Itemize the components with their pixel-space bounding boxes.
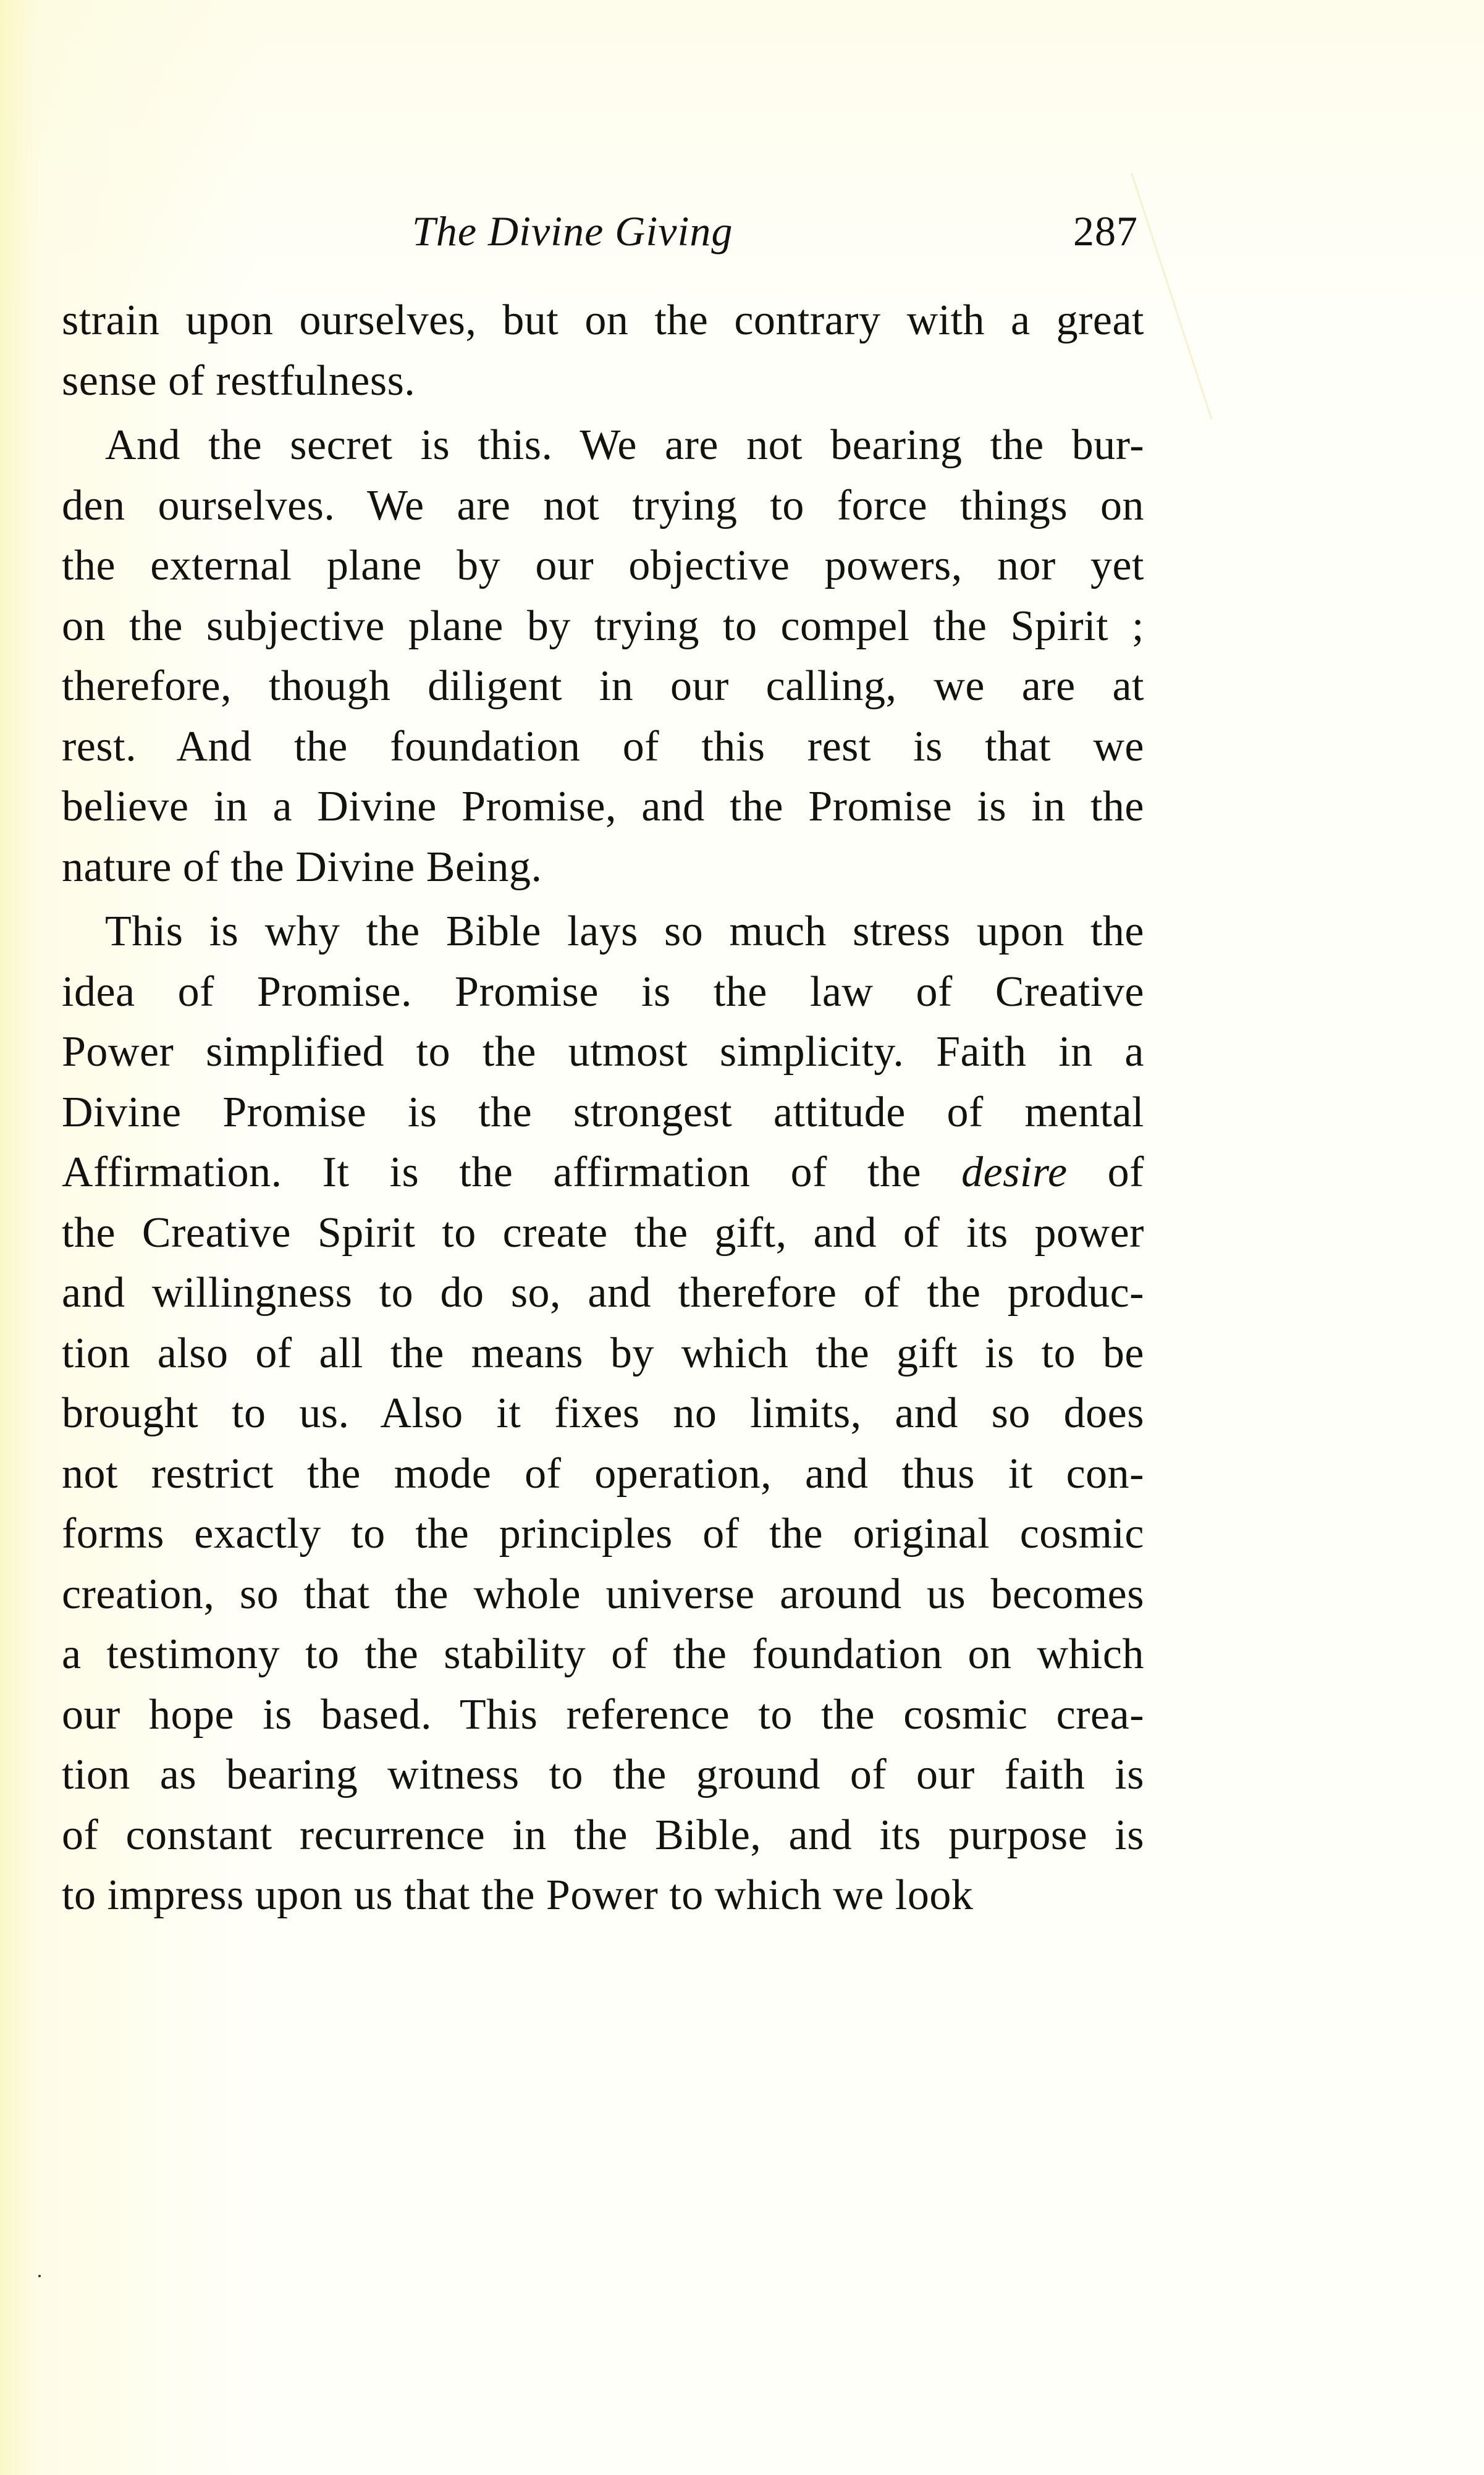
text-line: believe in a Divine Promise, and the Promise is in the bbox=[62, 783, 1144, 830]
text-line: our hope is based. This reference to the cosmic crea- bbox=[62, 1690, 1144, 1739]
ink-speck bbox=[38, 2275, 41, 2277]
text-line: tion as bearing witness to the ground of our faith is bbox=[62, 1751, 1144, 1798]
text-line: tion also of all the means by which the gift is to be bbox=[62, 1329, 1144, 1377]
text-run: of bbox=[1067, 1149, 1144, 1196]
text-line: Divine Promise is the strongest attitude of mental bbox=[62, 1088, 1144, 1136]
text-line: den ourselves. We are not trying to force things on bbox=[62, 481, 1144, 529]
text-line: creation, so that the whole universe around us becomes bbox=[62, 1570, 1144, 1618]
text-line: a testimony to the stability of the foundation on which bbox=[62, 1630, 1144, 1678]
text-line: Power simplified to the utmost simplicity. Faith in a bbox=[62, 1028, 1144, 1076]
text-line: the Creative Spirit to create the gift, and of its power bbox=[62, 1208, 1144, 1257]
text-line: rest. And the foundation of this rest is that we bbox=[62, 722, 1144, 770]
running-title: The Divine Giving bbox=[412, 208, 733, 255]
text-run: Affirmation. It is the affirmation of the bbox=[62, 1149, 962, 1196]
paragraph bbox=[62, 290, 1144, 411]
text-line: idea of Promise. Promise is the law of Creative bbox=[62, 968, 1144, 1016]
text-line: strain upon ourselves, but on the contrary with a great bbox=[62, 297, 1144, 344]
text-line: sense of restfulness. bbox=[62, 356, 416, 405]
text-line: not restrict the mode of operation, and thus it con- bbox=[62, 1449, 1144, 1498]
text-line bbox=[62, 1142, 1144, 1203]
running-head bbox=[62, 207, 1144, 263]
text-line: on the subjective plane by trying to compel the Spirit ; bbox=[62, 602, 1144, 650]
text-line: forms exactly to the principles of the original cosmic bbox=[62, 1510, 1144, 1558]
text-line: and willingness to do so, and therefore of the produc- bbox=[62, 1269, 1144, 1317]
text-line: brought to us. Also it fixes no limits, and so does bbox=[62, 1389, 1144, 1437]
text-line: of constant recurrence in the Bible, and its purpose is bbox=[62, 1811, 1144, 1859]
paragraph bbox=[62, 415, 1144, 897]
text-line: therefore, though diligent in our calling, we are at bbox=[62, 662, 1144, 710]
text-line: And the secret is this. We are not bearing the bur- bbox=[105, 421, 1144, 469]
page-number: 287 bbox=[1073, 208, 1138, 255]
text-line: This is why the Bible lays so much stress upon the bbox=[105, 908, 1144, 955]
text-line: nature of the Divine Being. bbox=[62, 843, 542, 891]
body-text bbox=[62, 290, 1144, 1930]
italic-emphasis: desire bbox=[961, 1149, 1068, 1196]
paragraph bbox=[62, 901, 1144, 1926]
text-line: to impress upon us that the Power to which we look bbox=[62, 1871, 974, 1919]
text-line: the external plane by our objective powers, nor yet bbox=[62, 542, 1144, 589]
